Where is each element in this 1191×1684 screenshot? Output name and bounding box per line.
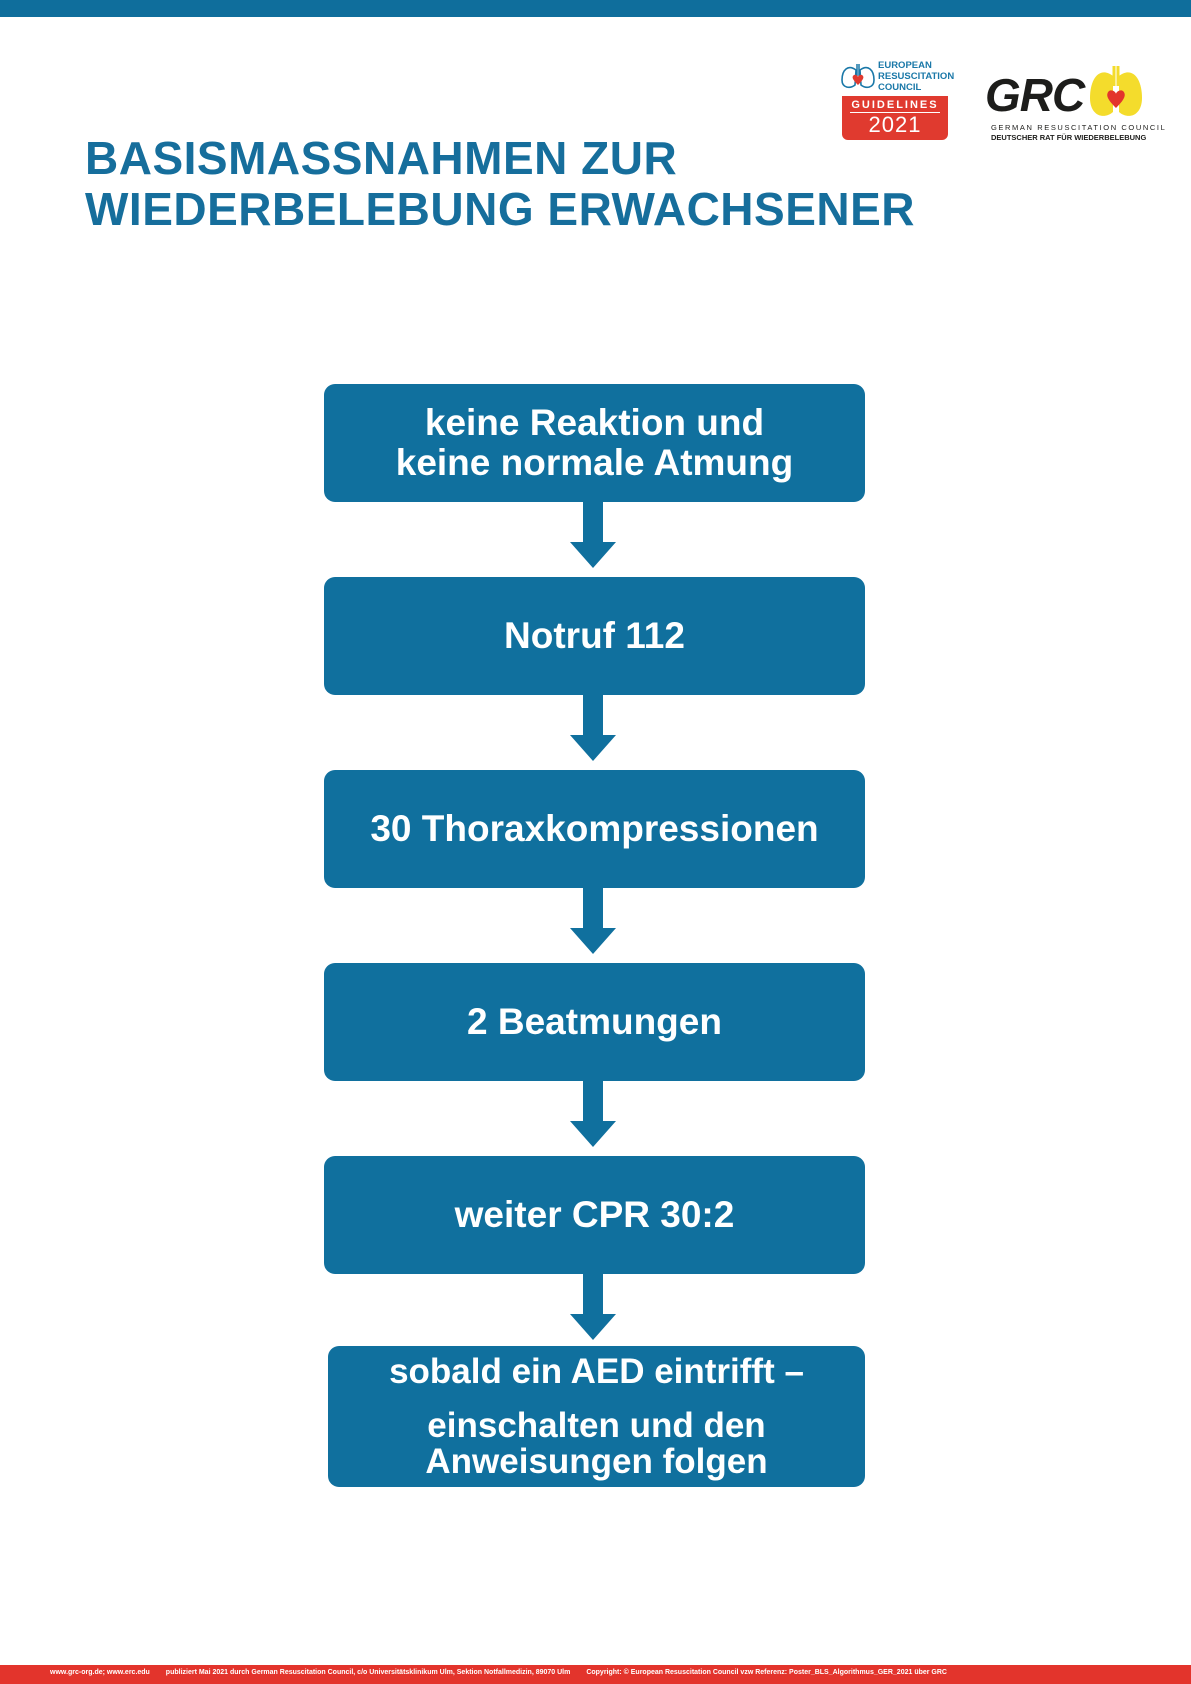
erc-name: EUROPEAN RESUSCITATION COUNCIL bbox=[878, 60, 955, 93]
footer-bar bbox=[0, 1665, 1191, 1684]
step-text-line: Anweisungen folgen bbox=[425, 1442, 768, 1481]
footer-copyright: Copyright: © European Resuscitation Council vzw Referenz: Poster_BLS_Algorithmus_GER_2021 über GRC bbox=[586, 1669, 947, 1676]
page-title bbox=[85, 133, 985, 235]
step-text-line: 30 Thoraxkompressionen bbox=[370, 808, 819, 849]
flow-arrow-down bbox=[570, 695, 616, 761]
flow-step-no-response bbox=[324, 384, 865, 502]
page-title-line-2: WIEDERBELEBUNG ERWACHSENER bbox=[85, 183, 915, 235]
grc-mark: GRC bbox=[985, 69, 1085, 121]
flow-arrow-down bbox=[570, 1274, 616, 1340]
erc-logo bbox=[838, 58, 955, 142]
lungs-heart-icon bbox=[1088, 62, 1144, 122]
flow-step-chest-compressions bbox=[324, 770, 865, 888]
step-text-line: einschalten und den bbox=[427, 1406, 766, 1445]
step-text-line: sobald ein AED eintrifft – bbox=[389, 1352, 804, 1391]
step-text-line: keine Reaktion und bbox=[424, 402, 765, 443]
step-text-line: Notruf 112 bbox=[504, 615, 685, 656]
step-text-line: weiter CPR 30:2 bbox=[454, 1194, 735, 1235]
flow-step-emergency-call bbox=[324, 577, 865, 695]
page-title-line-1: BASISMASSNAHMEN ZUR bbox=[85, 132, 678, 184]
erc-badge-label: GUIDELINES bbox=[851, 99, 939, 111]
footer-published: publiziert Mai 2021 durch German Resuscitation Council, c/o Universitätsklinikum Ulm, Sektion Notfallmedizin, 89070 Ulm bbox=[165, 1669, 571, 1676]
grc-subtitle-en: GERMAN RESUSCITATION COUNCIL bbox=[991, 123, 1167, 132]
grc-logo bbox=[985, 62, 1167, 148]
step-text-line: 2 Beatmungen bbox=[467, 1001, 722, 1042]
step-text-line: keine normale Atmung bbox=[395, 442, 794, 483]
grc-subtitle-de: DEUTSCHER RAT FÜR WIEDERBELEBUNG bbox=[991, 133, 1147, 142]
footer-text bbox=[50, 1669, 961, 1676]
lungs-heart-icon bbox=[838, 58, 878, 94]
flow-step-aed bbox=[328, 1346, 865, 1487]
erc-badge-year: 2021 bbox=[868, 112, 922, 137]
flow-step-continue-cpr bbox=[324, 1156, 865, 1274]
flow-step-rescue-breaths bbox=[324, 963, 865, 1081]
top-accent-bar bbox=[0, 0, 1191, 17]
flow-arrow-down bbox=[570, 1081, 616, 1147]
footer-websites: www.grc-org.de; www.erc.edu bbox=[50, 1669, 150, 1676]
flow-arrow-down bbox=[570, 888, 616, 954]
flow-arrow-down bbox=[570, 502, 616, 568]
